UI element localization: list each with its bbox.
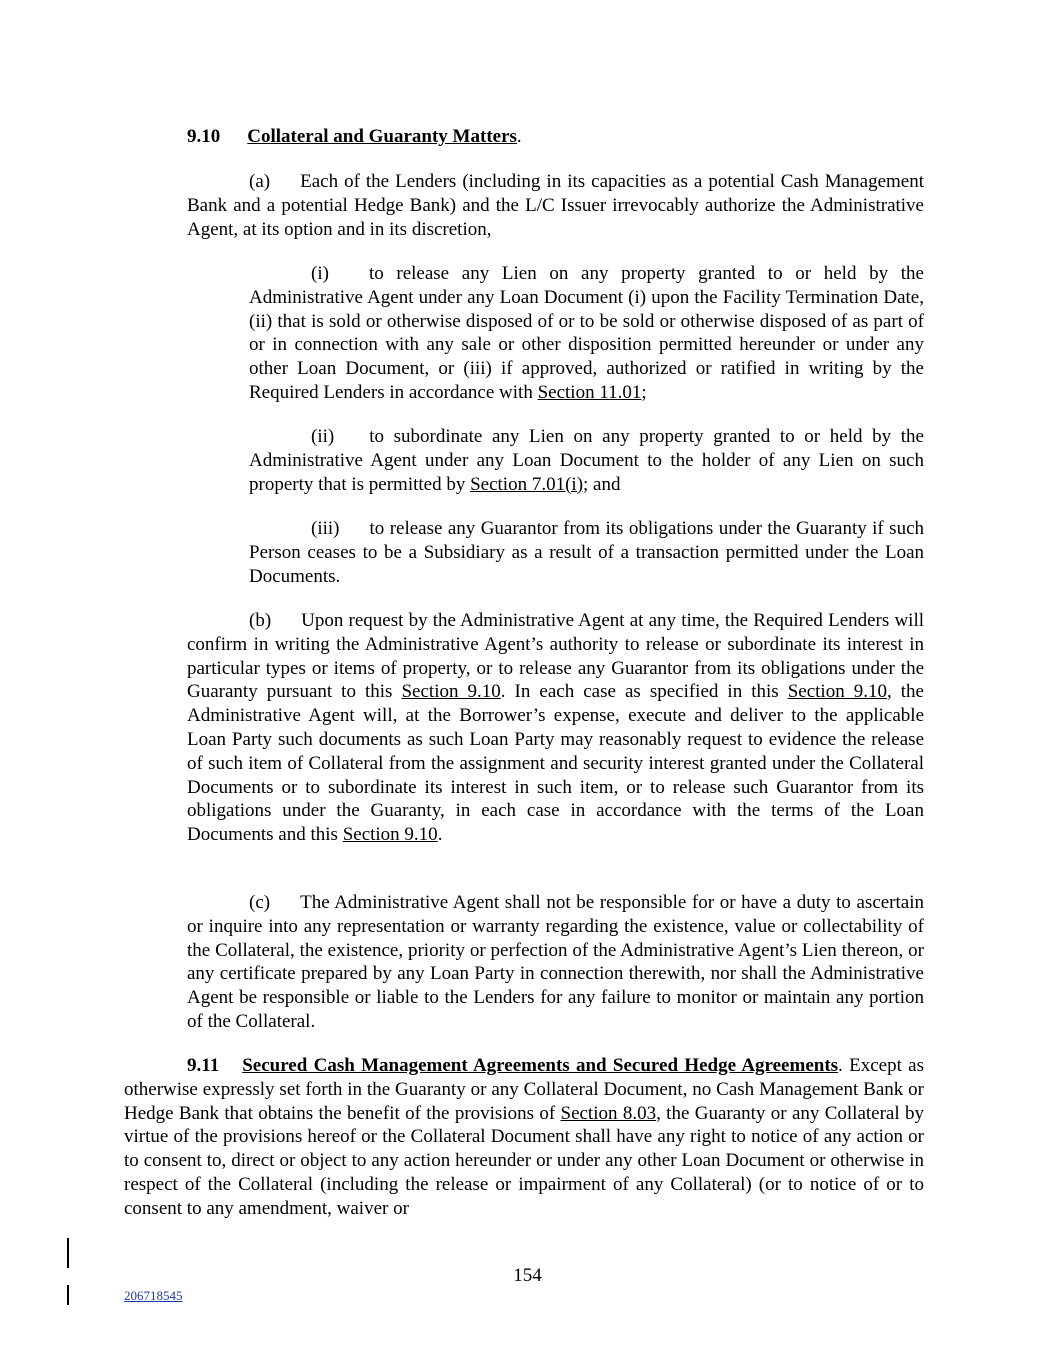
section-reference: Section 7.01(i) bbox=[470, 473, 584, 495]
paragraph-b bbox=[187, 609, 924, 847]
paragraph-text: Upon request by the Administrative Agent at any time, the Required Lenders will confirm in writing the Administrative Agent’s authority to release or subordinate its interest in particular types or items of property, or to release any Guarantor from its obligations under the Guaranty pursuant to this bbox=[187, 610, 924, 703]
section-title-period: . bbox=[516, 126, 522, 147]
paragraph-a bbox=[187, 170, 924, 241]
section-9-10-heading bbox=[187, 125, 522, 149]
section-reference: Section 8.03 bbox=[560, 1102, 657, 1124]
section-number: 9.10 bbox=[187, 126, 221, 147]
section-reference: Section 9.10 bbox=[342, 824, 438, 846]
paragraph-text: Each of the Lenders (including in its capacities as a potential Cash Management Bank and a potential Hedge Bank) and the L/C Issuer irrevocably authorize the Administrative Agent, at its option and in its discretion, bbox=[187, 171, 924, 240]
paragraph-text: , the Guaranty or any Collateral by virtue of the provisions hereof or the Collateral Document shall have any right to notice of any action or to consent to, direct or object to any action hereunder or under any other Loan Document or otherwise in respect of the Collateral (including the release or impairment of any Collateral) (or to notice of or to consent to any amendment, waiver or bbox=[124, 1102, 924, 1219]
section-reference: Section 9.10 bbox=[401, 681, 501, 703]
paragraph-text: to release any Guarantor from its obligations under the Guaranty if such Person ceases to be a Subsidiary as a result of a transaction permitted under the Loan Documents. bbox=[249, 518, 924, 587]
paragraph-text: . In each case as specified in this bbox=[500, 681, 779, 703]
paragraph-label: (iii) bbox=[311, 518, 340, 539]
paragraph-text: , the Administrative Agent will, at the Borrower’s expense, execute and deliver to the applicable Loan Party such documents as such Loan Party may reasonably request to evidence the release of such item of Collateral from the assignment and security interest granted under the Collateral Documents or to subordinate its interest in such item, or to release such Guarantor from its obligations under the Guaranty, in each case in accordance with the terms of the Loan Documents and this bbox=[187, 681, 924, 846]
paragraph-c bbox=[187, 891, 924, 1034]
revision-bar bbox=[67, 1238, 69, 1268]
paragraph-text: Except as otherwise expressly set forth in the Guaranty or any Collateral Document, no Cash Management Bank or Hedge Bank that obtains the benefit of the provisions of bbox=[124, 1055, 924, 1124]
punctuation: ; and bbox=[583, 473, 621, 495]
punctuation: . bbox=[437, 824, 443, 846]
revision-bar bbox=[67, 1285, 69, 1305]
section-title: Collateral and Guaranty Matters bbox=[247, 126, 517, 147]
paragraph-label: (i) bbox=[311, 263, 329, 284]
section-title-period: . bbox=[838, 1055, 843, 1076]
paragraph-ii bbox=[249, 425, 924, 496]
section-reference: Section 9.10 bbox=[787, 681, 887, 703]
paragraph-text: to release any Lien on any property granted to or held by the Administrative Agent under any Loan Document (i) upon the Facility Termination Date, (ii) that is sold or otherwise disposed of or to be sold or otherwise disposed of as part of or in connection with any sale or other disposition permitted hereunder or under any other Loan Document, or (iii) if approved, authorized or ratified in writing by the Required Lenders in accordance with bbox=[249, 263, 924, 403]
section-9-11 bbox=[124, 1054, 924, 1221]
paragraph-label: (ii) bbox=[311, 426, 335, 447]
section-reference: Section 11.01 bbox=[537, 381, 642, 403]
paragraph-label: (b) bbox=[249, 610, 272, 631]
section-number: 9.11 bbox=[187, 1055, 220, 1076]
paragraph-iii bbox=[249, 517, 924, 588]
page-number: 154 bbox=[513, 1265, 542, 1286]
paragraph-text: The Administrative Agent shall not be responsible for or have a duty to ascertain or inquire into any representation or warranty regarding the existence, value or collectability of the Collateral, the existence, priority or perfection of the Administrative Agent’s Lien thereon, or any certificate prepared by any Loan Party in connection therewith, nor shall the Administrative Agent be responsible or liable to the Lenders for any failure to monitor or maintain any portion of the Collateral. bbox=[187, 892, 924, 1032]
paragraph-text: to subordinate any Lien on any property granted to or held by the Administrative Agent under any Loan Document to the holder of any Lien on such property that is permitted by bbox=[249, 426, 924, 495]
section-title: Secured Cash Management Agreements and Secured Hedge Agreements bbox=[242, 1055, 839, 1076]
paragraph-i bbox=[249, 262, 924, 405]
punctuation: ; bbox=[641, 381, 647, 403]
document-id-link[interactable]: 206718545 bbox=[124, 1288, 183, 1303]
paragraph-label: (c) bbox=[249, 892, 271, 913]
paragraph-label: (a) bbox=[249, 171, 271, 192]
